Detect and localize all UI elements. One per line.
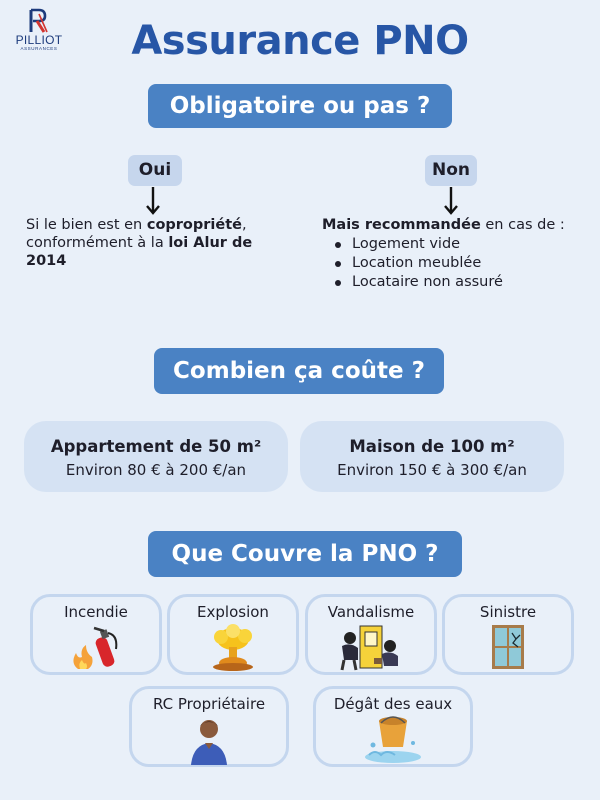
price-card-house: [300, 421, 564, 492]
arrow-down-icon: [145, 186, 161, 216]
non-bold-recommandee: Mais recommandée: [322, 217, 481, 233]
coverage-label: Explosion: [197, 603, 269, 621]
owner-person-icon: [187, 717, 231, 765]
coverage-card-sinistre: [442, 594, 574, 675]
coverage-card-incendie: [30, 594, 162, 675]
coverage-card-rc-proprietaire: [129, 686, 289, 767]
oui-bold-loi-alur: loi Alur de 2014: [26, 235, 253, 269]
broken-window-icon: [490, 623, 526, 671]
fire-extinguisher-icon: [66, 625, 126, 671]
price-card-apartment: [24, 421, 288, 492]
tag-oui: Oui: [128, 155, 182, 186]
coverage-card-degat-des-eaux: [313, 686, 473, 767]
page-title: Assurance PNO: [131, 18, 469, 64]
brand-subtitle: ASSURANCES: [20, 46, 58, 51]
price-card-value: Environ 80 € à 200 €/an: [65, 461, 247, 479]
coverage-label: Vandalisme: [327, 603, 415, 621]
non-text-after: en cas de :: [480, 217, 565, 233]
water-bucket-icon: [361, 715, 425, 765]
coverage-label: Dégât des eaux: [333, 695, 453, 713]
burglar-icon: [336, 624, 406, 672]
explosion-icon: [205, 623, 261, 673]
non-explanation: [322, 216, 582, 292]
coverage-label: Incendie: [64, 603, 128, 621]
section-heading-obligation: Obligatoire ou pas ?: [148, 84, 452, 128]
price-card-title: Maison de 100 m²: [349, 437, 515, 456]
oui-text-before: Si le bien est en: [26, 217, 147, 233]
non-cases-list: [322, 235, 582, 292]
list-item: Logement vide: [322, 235, 582, 254]
oui-explanation: [26, 216, 296, 270]
coverage-label: RC Propriétaire: [152, 695, 266, 713]
arrow-down-icon: [443, 186, 459, 216]
oui-text-mid: , conformément à la: [26, 217, 247, 251]
coverage-card-vandalisme: [305, 594, 437, 675]
price-card-value: Environ 150 € à 300 €/an: [337, 461, 527, 479]
tag-non: Non: [425, 155, 477, 186]
section-heading-coverage: Que Couvre la PNO ?: [148, 531, 462, 577]
list-item: Location meublée: [322, 254, 582, 273]
list-item: Locataire non assuré: [322, 273, 582, 292]
coverage-card-explosion: [167, 594, 299, 675]
coverage-label: Sinistre: [479, 603, 537, 621]
brand-name: PILLIOT: [15, 33, 63, 47]
oui-bold-copropriete: copropriété: [146, 217, 242, 233]
section-heading-cost: Combien ça coûte ?: [154, 348, 444, 394]
price-card-title: Appartement de 50 m²: [50, 437, 262, 456]
